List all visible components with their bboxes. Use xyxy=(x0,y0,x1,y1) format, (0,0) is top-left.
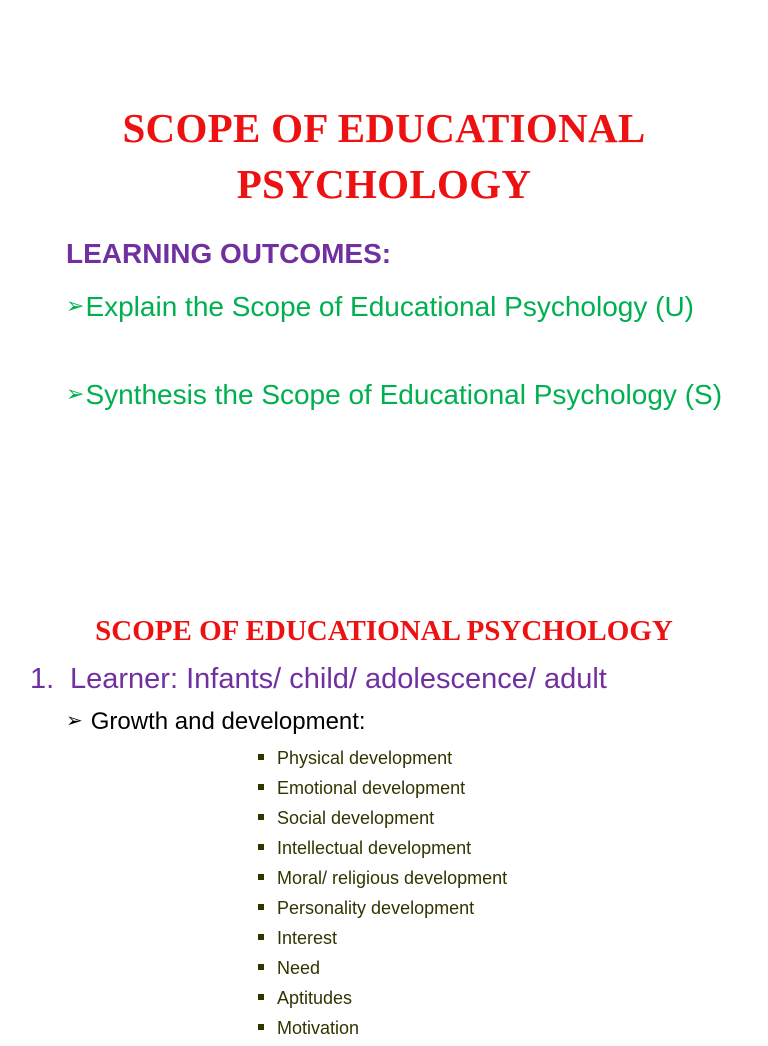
list-item xyxy=(256,986,507,1016)
list-item-label: Moral/ religious development xyxy=(277,868,508,888)
list-item-label: Emotional development xyxy=(277,778,466,798)
list-item-label: Need xyxy=(277,958,321,978)
learner-item xyxy=(30,661,607,697)
list-item xyxy=(256,926,507,956)
list-item-label: Physical development xyxy=(277,748,453,768)
slide-title: SCOPE OF EDUCATIONAL PSYCHOLOGY xyxy=(95,615,673,647)
list-item-label: Interest xyxy=(277,928,338,948)
square-bullet-icon xyxy=(258,874,264,880)
title-line-1: SCOPE OF EDUCATIONAL xyxy=(122,105,646,151)
item-number: 1. xyxy=(30,663,55,695)
square-bullet-icon xyxy=(258,904,264,910)
growth-heading-text: Growth and development: xyxy=(90,708,366,735)
list-item-label: Motivation xyxy=(277,1018,360,1038)
square-bullet-icon xyxy=(258,814,264,820)
slide-scope xyxy=(0,512,768,1038)
development-list xyxy=(256,746,507,1046)
list-item xyxy=(256,956,507,986)
square-bullet-icon xyxy=(258,754,264,760)
list-item xyxy=(256,776,507,806)
list-item-label: Social development xyxy=(277,808,435,828)
learning-outcomes-heading: LEARNING OUTCOMES: xyxy=(66,238,392,269)
square-bullet-icon xyxy=(258,964,264,970)
square-bullet-icon xyxy=(258,784,264,790)
square-bullet-icon xyxy=(258,994,264,1000)
list-item-label: Intellectual development xyxy=(277,838,472,858)
list-item xyxy=(256,836,507,866)
square-bullet-icon xyxy=(258,1024,264,1030)
list-item xyxy=(256,896,507,926)
list-item xyxy=(256,746,507,776)
outcome-text: Explain the Scope of Educational Psychology (U) xyxy=(85,291,694,322)
list-item-label: Personality development xyxy=(277,898,475,918)
outcome-item xyxy=(66,286,728,328)
slide-learning-outcomes xyxy=(0,0,768,512)
growth-heading xyxy=(66,705,366,737)
arrow-bullet-icon: ➢ xyxy=(66,294,85,319)
list-item xyxy=(256,866,507,896)
list-item xyxy=(256,1016,507,1046)
slide-title xyxy=(0,100,768,212)
list-item xyxy=(256,806,507,836)
list-item-label: Aptitudes xyxy=(277,988,353,1008)
square-bullet-icon xyxy=(258,934,264,940)
title-line-2: PSYCHOLOGY xyxy=(236,161,532,207)
square-bullet-icon xyxy=(258,844,264,850)
arrow-bullet-icon: ➢ xyxy=(66,382,85,407)
arrow-bullet-icon: ➢ xyxy=(66,708,83,732)
outcome-item xyxy=(66,374,728,416)
learner-text: Learner: Infants/ child/ adolescence/ adult xyxy=(70,663,607,695)
outcome-text: Synthesis the Scope of Educational Psychology (S) xyxy=(85,379,723,410)
